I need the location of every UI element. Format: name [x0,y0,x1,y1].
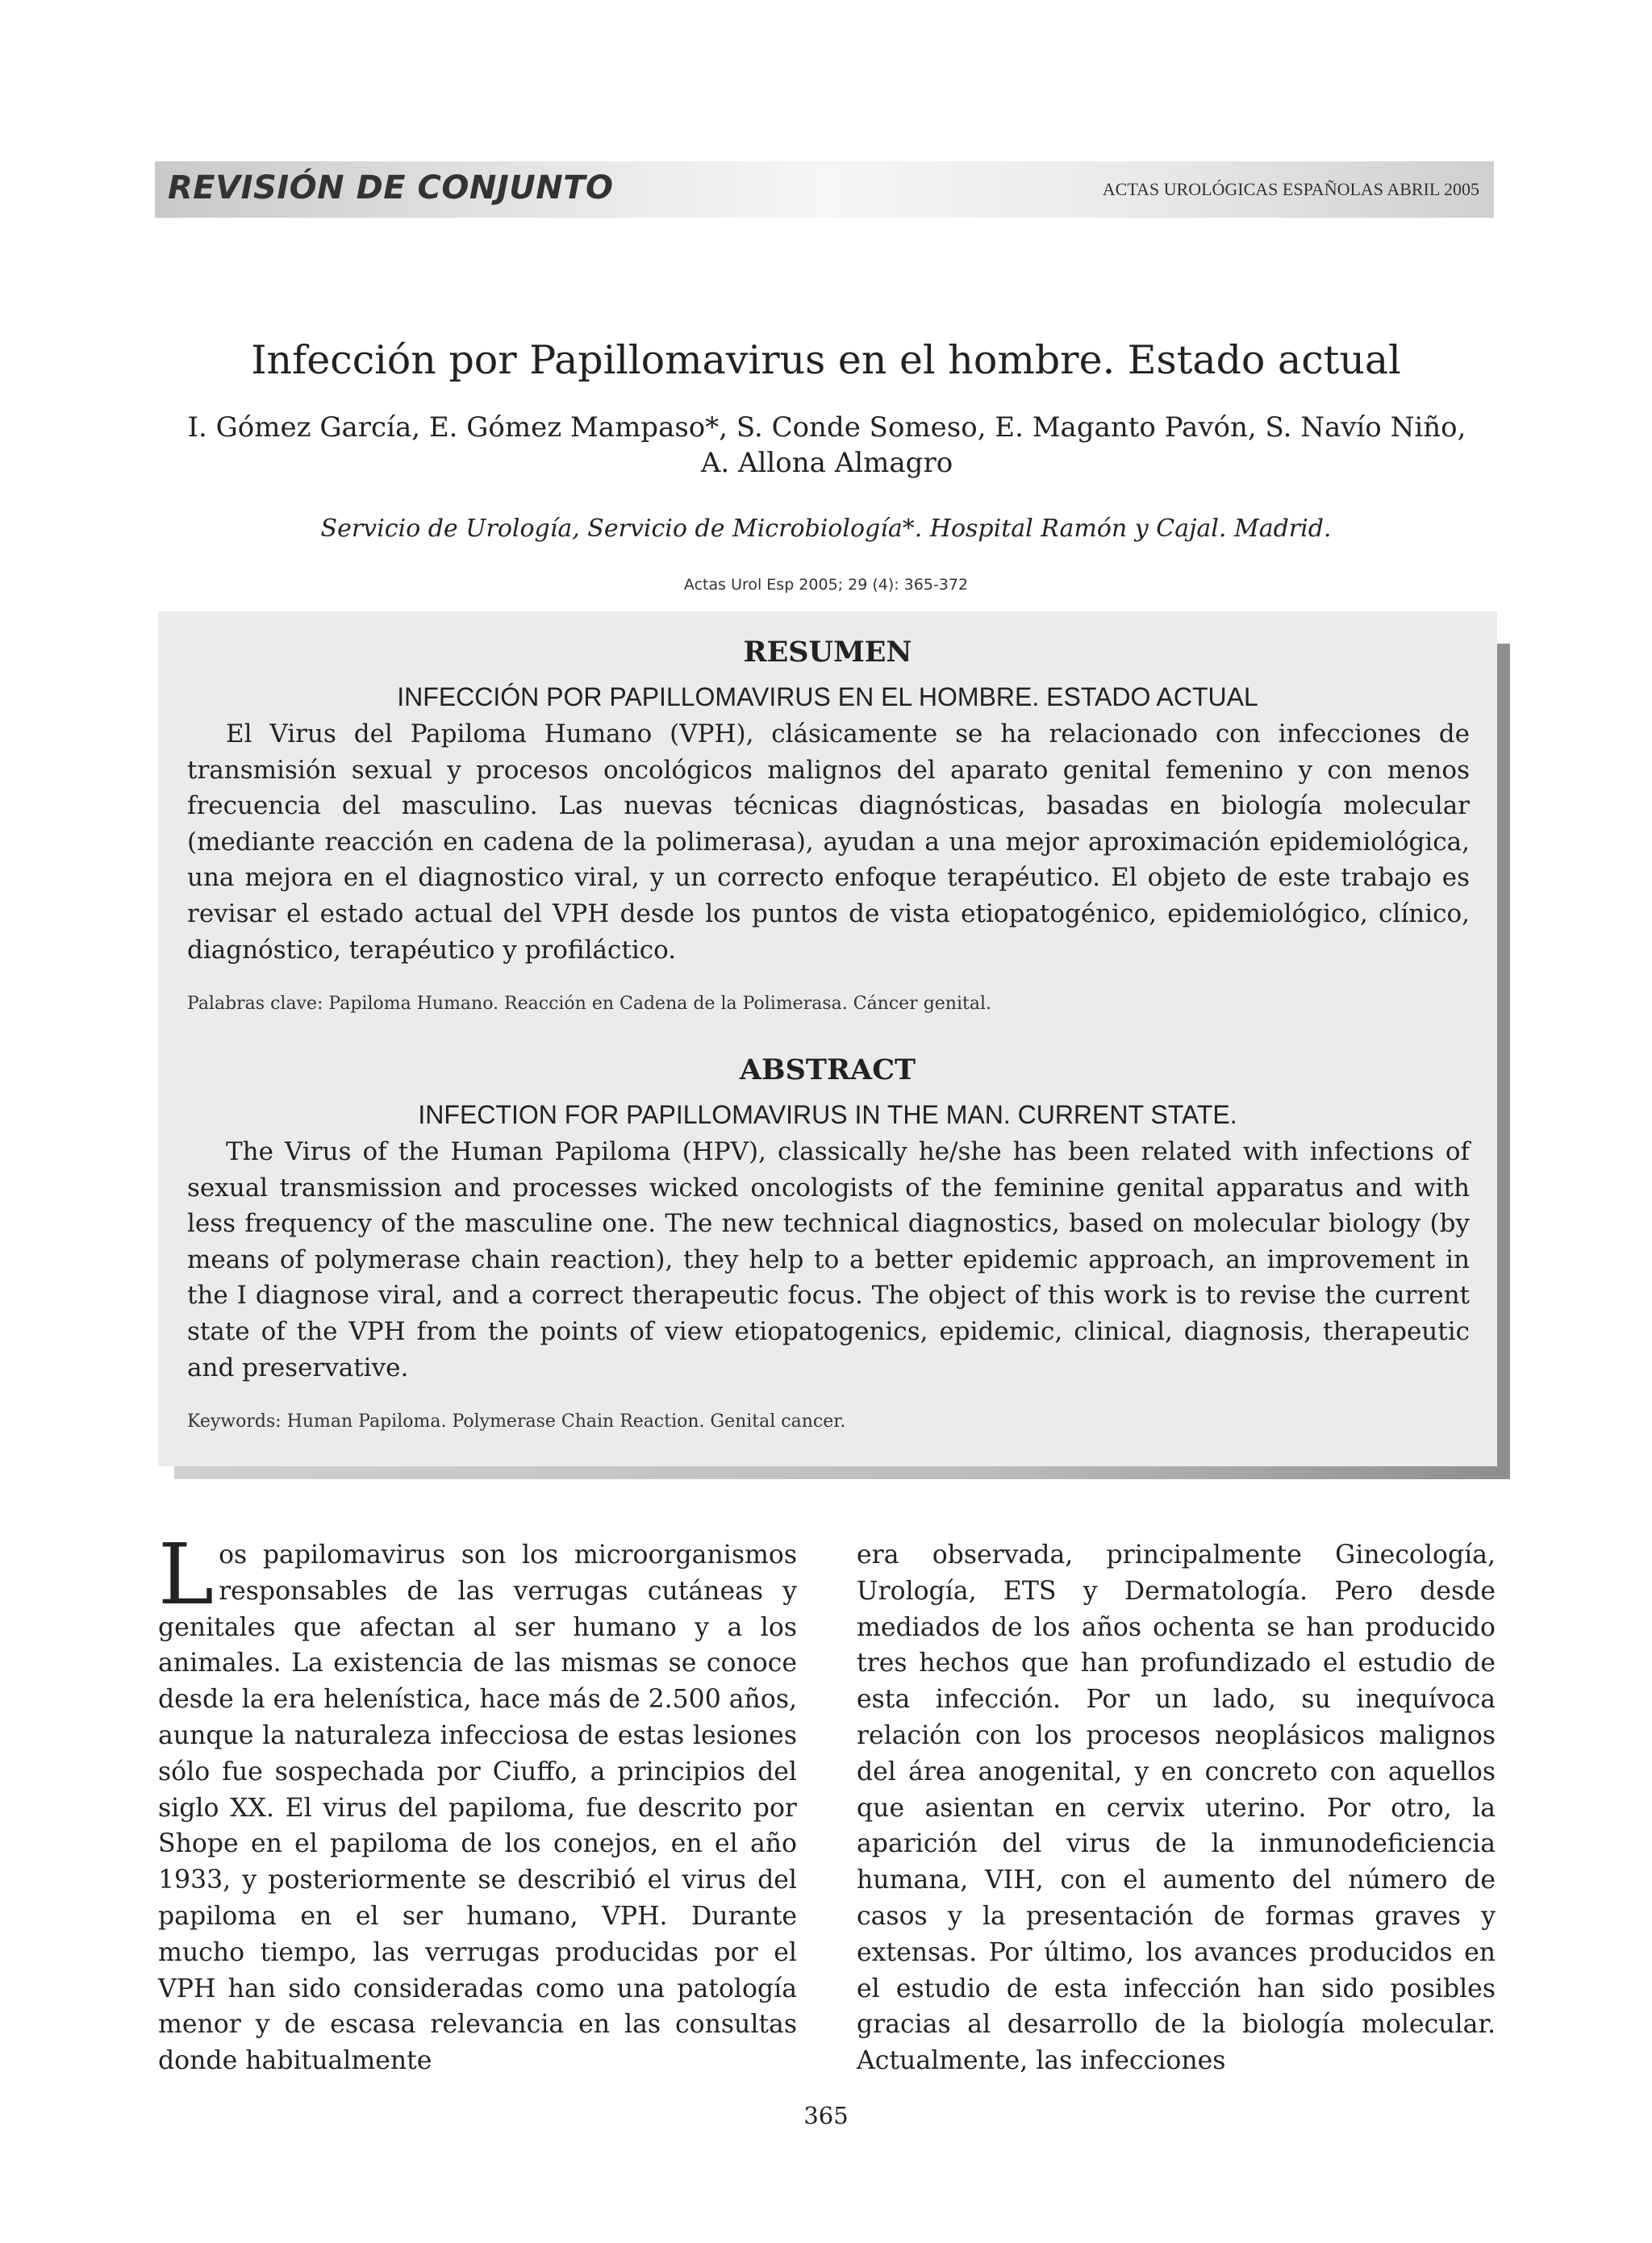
article-authors [161,410,1492,481]
authors-line-1: I. Gómez García, E. Gómez Mampaso*, S. Conde Someso, E. Maganto Pavón, S. Navío Niño, [187,411,1466,444]
resumen-text: El Virus del Papiloma Humano (VPH), clásicamente se ha relacionado con infecciones de transmisión sexual y procesos oncológicos malignos del aparato genital femenino y con menos frecuencia del masculino. Las nuevas técnicas diagnósticas, basadas en biología molecular (mediante reacción en cadena de la polimerasa), ayudan a una mejor aproximación epidemiológica, una mejora en el diagnostico viral, y un correcto enfoque terapéutico. El objeto de este trabajo es revisar el estado actual del VPH desde los puntos de vista etiopatogénico, epidemiológico, clínico, diagnóstico, terapéutico y profiláctico. [187,719,1470,965]
authors-line-2: A. Allona Almagro [700,447,953,479]
article-citation: Actas Urol Esp 2005; 29 (4): 365-372 [683,576,969,594]
article-affiliation: Servicio de Urología, Servicio de Microbiología*. Hospital Ramón y Cajal. Madrid. [320,515,1332,543]
body-right-text: era observada, principalmente Ginecología, Urología, ETS y Dermatología. Pero desde mediados de los años ochenta se han producido tres hechos que han profundizado el estudio de esta infección. Por un lado, su inequívoca relación con los procesos neoplásicos malignos del área anogenital, y en concreto con aquellos que asientan en cervix uterino. Por otro, la aparición del virus de la inmunodeficiencia humana, VIH, con el aumento del número de casos y la presentación de formas graves y extensas. Por último, los avances producidos en el estudio de esta infección han sido posibles gracias al desarrollo de la biología molecular. Actualmente, las infecciones [857,1540,1496,2076]
section-label: REVISIÓN DE CONJUNTO [168,169,614,206]
resumen-heading: RESUMEN [743,636,912,669]
body-column-right [857,1537,1496,2079]
resumen-subtitle: INFECCIÓN POR PAPILLOMAVIRUS EN EL HOMBRE. ESTADO ACTUAL [397,682,1258,711]
page-number: 365 [803,2102,849,2129]
abstract-keywords: Keywords: Human Papiloma. Polymerase Chain Reaction. Genital cancer. [187,1411,846,1432]
resumen-keywords: Palabras clave: Papiloma Humano. Reacción en Cadena de la Polimerasa. Cáncer genital. [187,994,991,1014]
abstract-text: The Virus of the Human Papiloma (HPV), classically he/she has been related with infections of sexual transmission and processes wicked oncologists of the feminine genital apparatus and with less frequency of the masculine one. The new technical diagnostics, based on molecular biology (by means of polymerase chain reaction), they help to a better epidemic approach, an improvement in the I diagnose viral, and a correct therapeutic focus. The object of this work is to revise the current state of the VPH from the points of view etiopatogenics, epidemic, clinical, diagnosis, therapeutic and preservative. [187,1137,1470,1382]
drop-cap: L [158,1525,215,1624]
article-title: Infección por Papillomavirus en el hombre. Estado actual [251,337,1401,383]
abstract-subtitle: INFECTION FOR PAPILLOMAVIRUS IN THE MAN. CURRENT STATE. [418,1100,1237,1129]
journal-label: ACTAS UROLÓGICAS ESPAÑOLAS ABRIL 2005 [1102,179,1479,199]
body-column-left [158,1525,797,2079]
section-header-bar [155,161,1494,218]
body-left-text: os papilomavirus son los microorganismos responsables de las verrugas cutáneas y genitales que afectan al ser humano y a los animales. La existencia de las mismas se conoce desde la era helenística, hace más de 2.500 años, aunque la naturaleza infecciosa de estas lesiones sólo fue sospechada por Ciuffo, a principios del siglo XX. El virus del papiloma, fue descrito por Shope en el papiloma de los conejos, en el año 1933, y posteriormente se describió el virus del papiloma en el ser humano, VPH. Durante mucho tiempo, las verrugas producidas por el VPH han sido consideradas como una patología menor y de escasa relevancia en las consultas donde habitualmente [158,1540,797,2076]
abstract-heading: ABSTRACT [739,1053,916,1086]
abstract-box [158,611,1497,1466]
